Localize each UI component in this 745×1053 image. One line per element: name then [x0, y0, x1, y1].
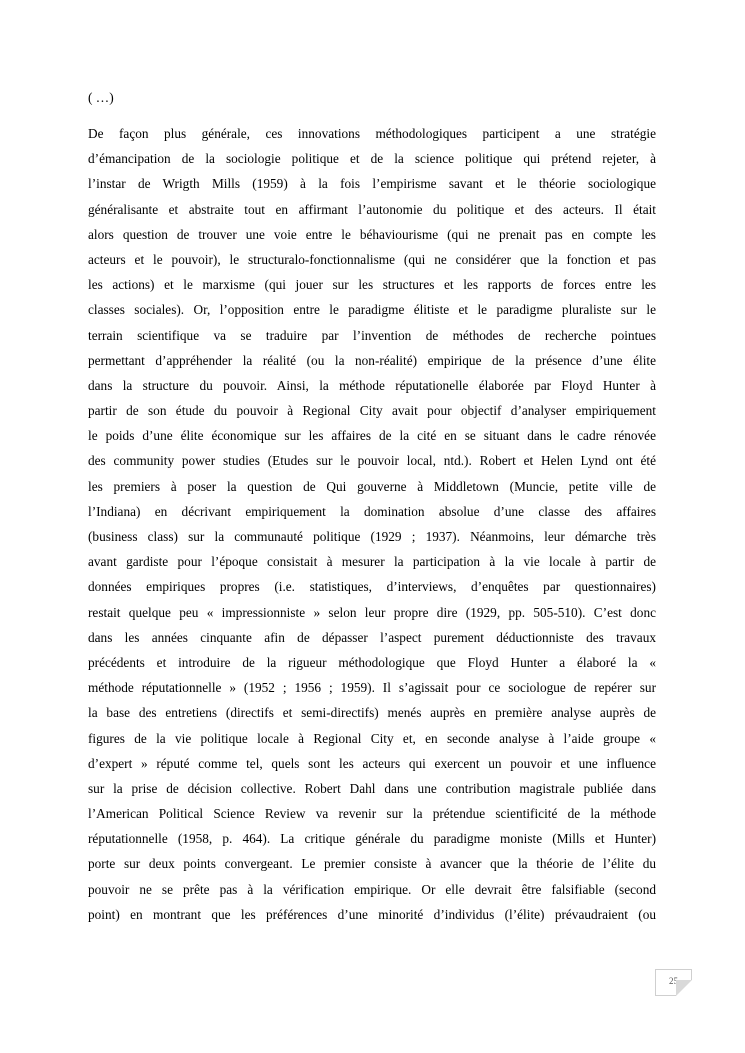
paragraph-line: les premiers à poser la question de Qui gouverne à Middletown (Muncie, petite ville de	[88, 478, 656, 494]
paragraph-line: avant gardiste pour l’époque consistait à mesurer la participation à la vie locale à partir de	[88, 554, 656, 570]
paragraph-line: réputationnelle (1958, p. 464). La critique générale du paradigme moniste (Mills et Hunter)	[88, 831, 656, 847]
paragraph-line: d’expert » réputé comme tel, quels sont les acteurs qui exercent un pouvoir et une influence	[88, 755, 656, 771]
paragraph-line: partir de son étude du pouvoir à Regional City avait pour objectif d’analyser empiriquement	[88, 403, 656, 419]
paragraph-line: les actions) et le marxisme (qui jouer sur les structures et les rapports de forces entre les	[88, 277, 656, 293]
ellipsis-marker: ( …)	[88, 90, 114, 105]
paragraph-line: dans la structure du pouvoir. Ainsi, la méthode réputationelle élaborée par Floyd Hunter à	[88, 377, 656, 393]
paragraph-line: pouvoir ne se prête pas à la vérification empirique. Or elle devrait être falsifiable (second	[88, 881, 656, 897]
paragraph-line: l’Indiana) en décrivant empiriquement la domination absolue d’une classe des affaires	[88, 503, 656, 519]
paragraph-line: la base des entretiens (directifs et semi-directifs) menés auprès en première analyse auprès de	[88, 705, 656, 721]
paragraph-line: données empiriques propres (i.e. statistiques, d’interviews, d’enquêtes par questionnaires)	[88, 579, 656, 595]
paragraph-line: d’émancipation de la sociologie politique et de la science politique qui prétend rejeter, à	[88, 151, 656, 167]
paragraph-line: (business class) sur la communauté politique (1929 ; 1937). Néanmoins, leur démarche très	[88, 529, 656, 544]
paragraph-line: acteurs et le pouvoir), le structuralo-fonctionnalisme (qui ne considérer que la fonction et pas	[88, 251, 656, 267]
body-paragraph	[88, 121, 656, 927]
paragraph-line: l’American Political Science Review va revenir sur la prétendue scientificité de la méthode	[88, 806, 656, 822]
paragraph-line: généralisante et abstraite tout en affirmant l’autonomie du politique et des acteurs. Il était	[88, 201, 656, 217]
page-number-box	[655, 969, 692, 996]
paragraph-line: méthode réputationnelle » (1952 ; 1956 ; 1959). Il s’agissait pour ce sociologue de repérer sur	[88, 680, 656, 696]
paragraph-line: classes sociales). Or, l’opposition entre le paradigme élitiste et le paradigme pluraliste sur le	[88, 302, 656, 318]
paragraph-line: sur la prise de décision collective. Robert Dahl dans une contribution magistrale publiée dans	[88, 780, 656, 796]
paragraph-line: terrain scientifique va se traduire par l’invention de méthodes de recherche pointues	[88, 327, 656, 343]
paragraph-line: figures de la vie politique locale à Regional City et, en seconde analyse à l’aide groupe «	[88, 730, 656, 746]
paragraph-line: restait quelque peu « impressionniste » selon leur propre dire (1929, pp. 505-510). C’est donc	[88, 604, 656, 620]
paragraph-line: porte sur deux points convergeant. Le premier consiste à avancer que la théorie de l’élite du	[88, 856, 656, 872]
paragraph-line: alors question de trouver une voie entre le béhaviourisme (qui ne prenait pas en compte les	[88, 226, 656, 242]
paragraph-line: précédents et introduire de la rigueur méthodologique que Floyd Hunter a élaboré la «	[88, 654, 656, 670]
paragraph-line: l’instar de Wrigth Mills (1959) à la fois l’empirisme savant et le théorie sociologique	[88, 176, 656, 192]
paragraph-line: De façon plus générale, ces innovations méthodologiques participent a une stratégie	[88, 126, 656, 141]
paragraph-line: permettant d’appréhender la réalité (ou la non-réalité) empirique de la présence d’une élite	[88, 352, 656, 368]
paragraph-line: point) en montrant que les préférences d’une minorité d’individus (l’élite) prévaudraient (ou	[88, 906, 656, 922]
paragraph-line: le poids d’une élite économique sur les affaires de la cité en se situant dans le cadre rénovée	[88, 428, 656, 444]
paragraph-line: dans les années cinquante afin de dépasser l’aspect purement déductionniste des travaux	[88, 629, 656, 645]
page-number: 25	[669, 976, 678, 986]
paragraph-line: des community power studies (Etudes sur le pouvoir local, ntd.). Robert et Helen Lynd ont été	[88, 453, 656, 469]
